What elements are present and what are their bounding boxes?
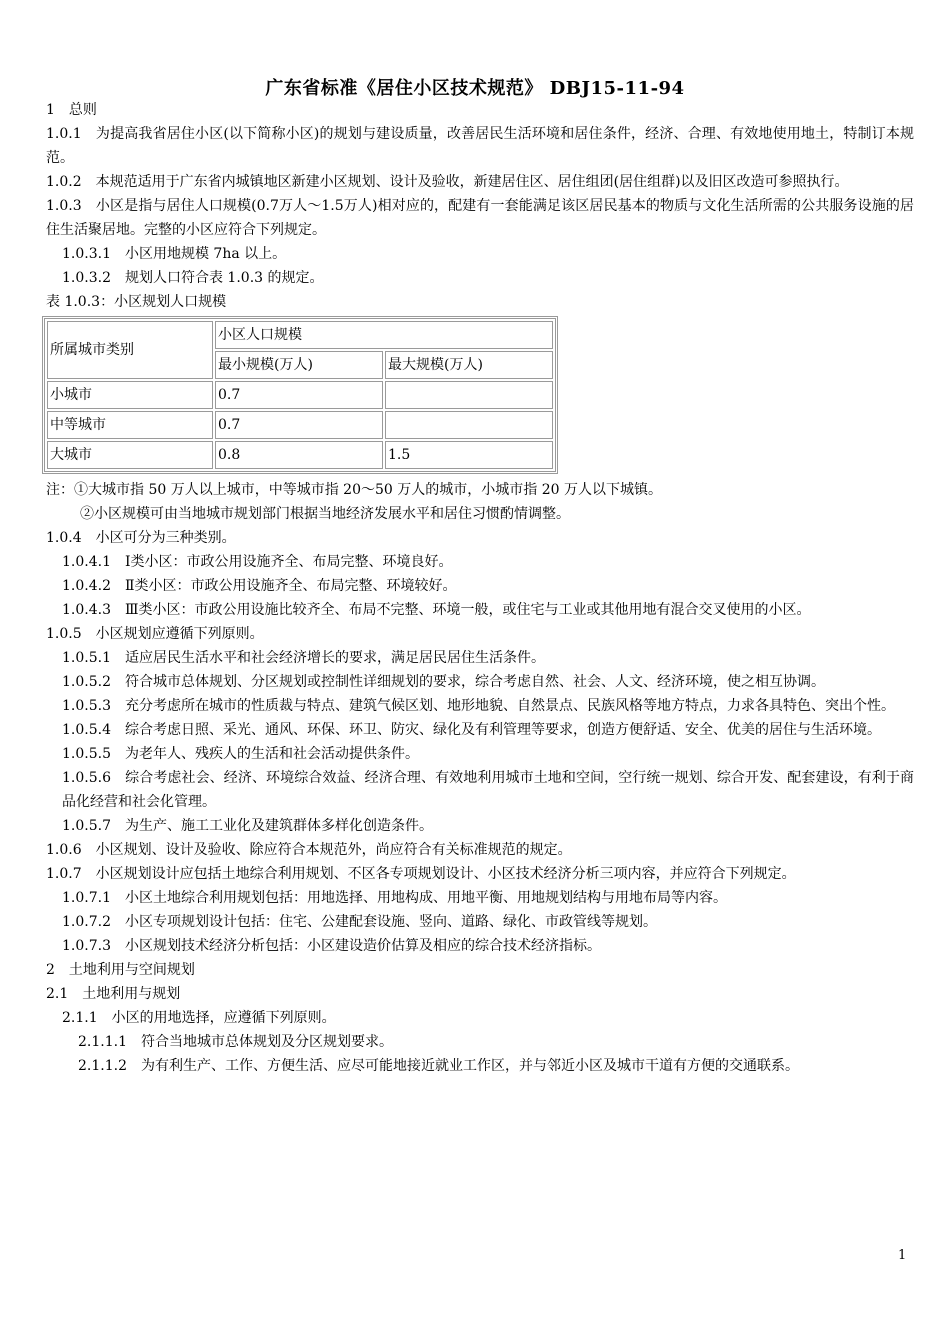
- population-table: [42, 316, 558, 474]
- clause-1-0-1: 1.0.1 为提高我省居住小区(以下简称小区)的规划与建设质量，改善居民生活环境和居住条件，经济、合理、有效地使用地土，特制订本规范。: [46, 126, 914, 166]
- clause-1-0-7: 1.0.7 小区规划设计应包括土地综合利用规划、不区各专项规划设计、小区技术经济分析三项内容，并应符合下列规定。: [46, 866, 796, 882]
- table-header-max: 最大规模(万人): [385, 351, 553, 379]
- clause-1-0-4-3: 1.0.4.3 Ⅲ类小区：市政公用设施比较齐全、布局不完整、环境一般，或住宅与工业或其他用地有混合交叉使用的小区。: [62, 602, 811, 618]
- table-cell-max: 1.5: [385, 441, 553, 469]
- table-row: [47, 381, 553, 409]
- document-title: 广东省标准《居住小区技术规范》 DBJ15-11-94: [265, 78, 685, 99]
- section-heading: 2 土地利用与空间规划: [46, 962, 195, 978]
- clause-1-0-2: 1.0.2 本规范适用于广东省内城镇地区新建小区规划、设计及验收，新建居住区、居住组团(居住组群)以及旧区改造可参照执行。: [46, 174, 849, 190]
- table-cell-city: 大城市: [47, 441, 213, 469]
- table-header-city-type: 所属城市类别: [47, 321, 213, 379]
- clause-1-0-4-1: 1.0.4.1 Ⅰ类小区：市政公用设施齐全、布局完整、环境良好。: [62, 554, 453, 570]
- clause-1-0-5-7: 1.0.5.7 为生产、施工工业化及建筑群体多样化创造条件。: [62, 818, 433, 834]
- table-caption: 表 1.0.3：小区规划人口规模: [46, 294, 227, 310]
- clause-2-1-1: 2.1.1 小区的用地选择，应遵循下列原则。: [62, 1010, 336, 1026]
- clause-1-0-5-3: 1.0.5.3 充分考虑所在城市的性质裁与特点、建筑气候区划、地形地貌、自然景点、民族风格等地方特点，力求各具特色、突出个性。: [62, 698, 895, 714]
- table-cell-city: 小城市: [47, 381, 213, 409]
- table-cell-min: 0.8: [215, 441, 383, 469]
- clause-1-0-5-6: 1.0.5.6 综合考虑社会、经济、环境综合效益、经济合理、有效地利用城市土地和空间，空行统一规划、综合开发、配套建设，有利于商品化经营和社会化管理。: [62, 770, 914, 810]
- table-note: 注：①大城市指 50 万人以上城市，中等城市指 20～50 万人的城市，小城市指 20 万人以下城镇。: [46, 482, 662, 498]
- document-body: [46, 98, 914, 1078]
- page-number: 1: [898, 1248, 907, 1263]
- table-note: ②小区规模可由当地城市规划部门根据当地经济发展水平和居住习惯酌情调整。: [80, 506, 570, 522]
- table-header-population: 小区人口规模: [215, 321, 553, 349]
- table-header-min: 最小规模(万人): [215, 351, 383, 379]
- clause-1-0-4-2: 1.0.4.2 Ⅱ类小区：市政公用设施齐全、布局完整、环境较好。: [62, 578, 457, 594]
- clause-1-0-5: 1.0.5 小区规划应遵循下列原则。: [46, 626, 264, 642]
- clause-1-0-3-1: 1.0.3.1 小区用地规模 7ha 以上。: [62, 246, 287, 262]
- clause-1-0-3-2: 1.0.3.2 规划人口符合表 1.0.3 的规定。: [62, 270, 324, 286]
- table-row: [47, 441, 553, 469]
- table-cell-min: 0.7: [215, 381, 383, 409]
- section-heading: 1 总则: [46, 102, 97, 118]
- table-cell-city: 中等城市: [47, 411, 213, 439]
- table-cell-max: [385, 411, 553, 439]
- table-cell-max: [385, 381, 553, 409]
- clause-1-0-5-1: 1.0.5.1 适应居民生活水平和社会经济增长的要求，满足居民居住生活条件。: [62, 650, 545, 666]
- clause-1-0-7-3: 1.0.7.3 小区规划技术经济分析包括：小区建设造价估算及相应的综合技术经济指标。: [62, 938, 601, 954]
- clause-1-0-6: 1.0.6 小区规划、设计及验收、除应符合本规范外，尚应符合有关标准规范的规定。: [46, 842, 572, 858]
- clause-1-0-7-1: 1.0.7.1 小区土地综合利用规划包括：用地选择、用地构成、用地平衡、用地规划结构与用地布局等内容。: [62, 890, 727, 906]
- subsection-heading: 2.1 土地利用与规划: [46, 986, 181, 1002]
- clause-1-0-5-2: 1.0.5.2 符合城市总体规划、分区规划或控制性详细规划的要求，综合考虑自然、社会、人文、经济环境，使之相互协调。: [62, 674, 825, 690]
- table-header-row: [47, 321, 553, 349]
- table-row: [47, 411, 553, 439]
- clause-1-0-4: 1.0.4 小区可分为三种类别。: [46, 530, 236, 546]
- clause-2-1-1-2: 2.1.1.2 为有利生产、工作、方便生活、应尽可能地接近就业工作区，并与邻近小区及城市干道有方便的交通联系。: [78, 1058, 799, 1074]
- clause-1-0-7-2: 1.0.7.2 小区专项规划设计包括：住宅、公建配套设施、竖向、道路、绿化、市政管线等规划。: [62, 914, 657, 930]
- clause-2-1-1-1: 2.1.1.1 符合当地城市总体规划及分区规划要求。: [78, 1034, 393, 1050]
- clause-1-0-3: 1.0.3 小区是指与居住人口规模(0.7万人～1.5万人)相对应的，配建有一套能满足该区居民基本的物质与文化生活所需的公共服务设施的居住生活聚居地。完整的小区应符合下列规定。: [46, 198, 914, 238]
- clause-1-0-5-5: 1.0.5.5 为老年人、残疾人的生活和社会活动提供条件。: [62, 746, 419, 762]
- clause-1-0-5-4: 1.0.5.4 综合考虑日照、采光、通风、环保、环卫、防灾、绿化及有利管理等要求，创造方便舒适、安全、优美的居住与生活环境。: [62, 722, 881, 738]
- table-cell-min: 0.7: [215, 411, 383, 439]
